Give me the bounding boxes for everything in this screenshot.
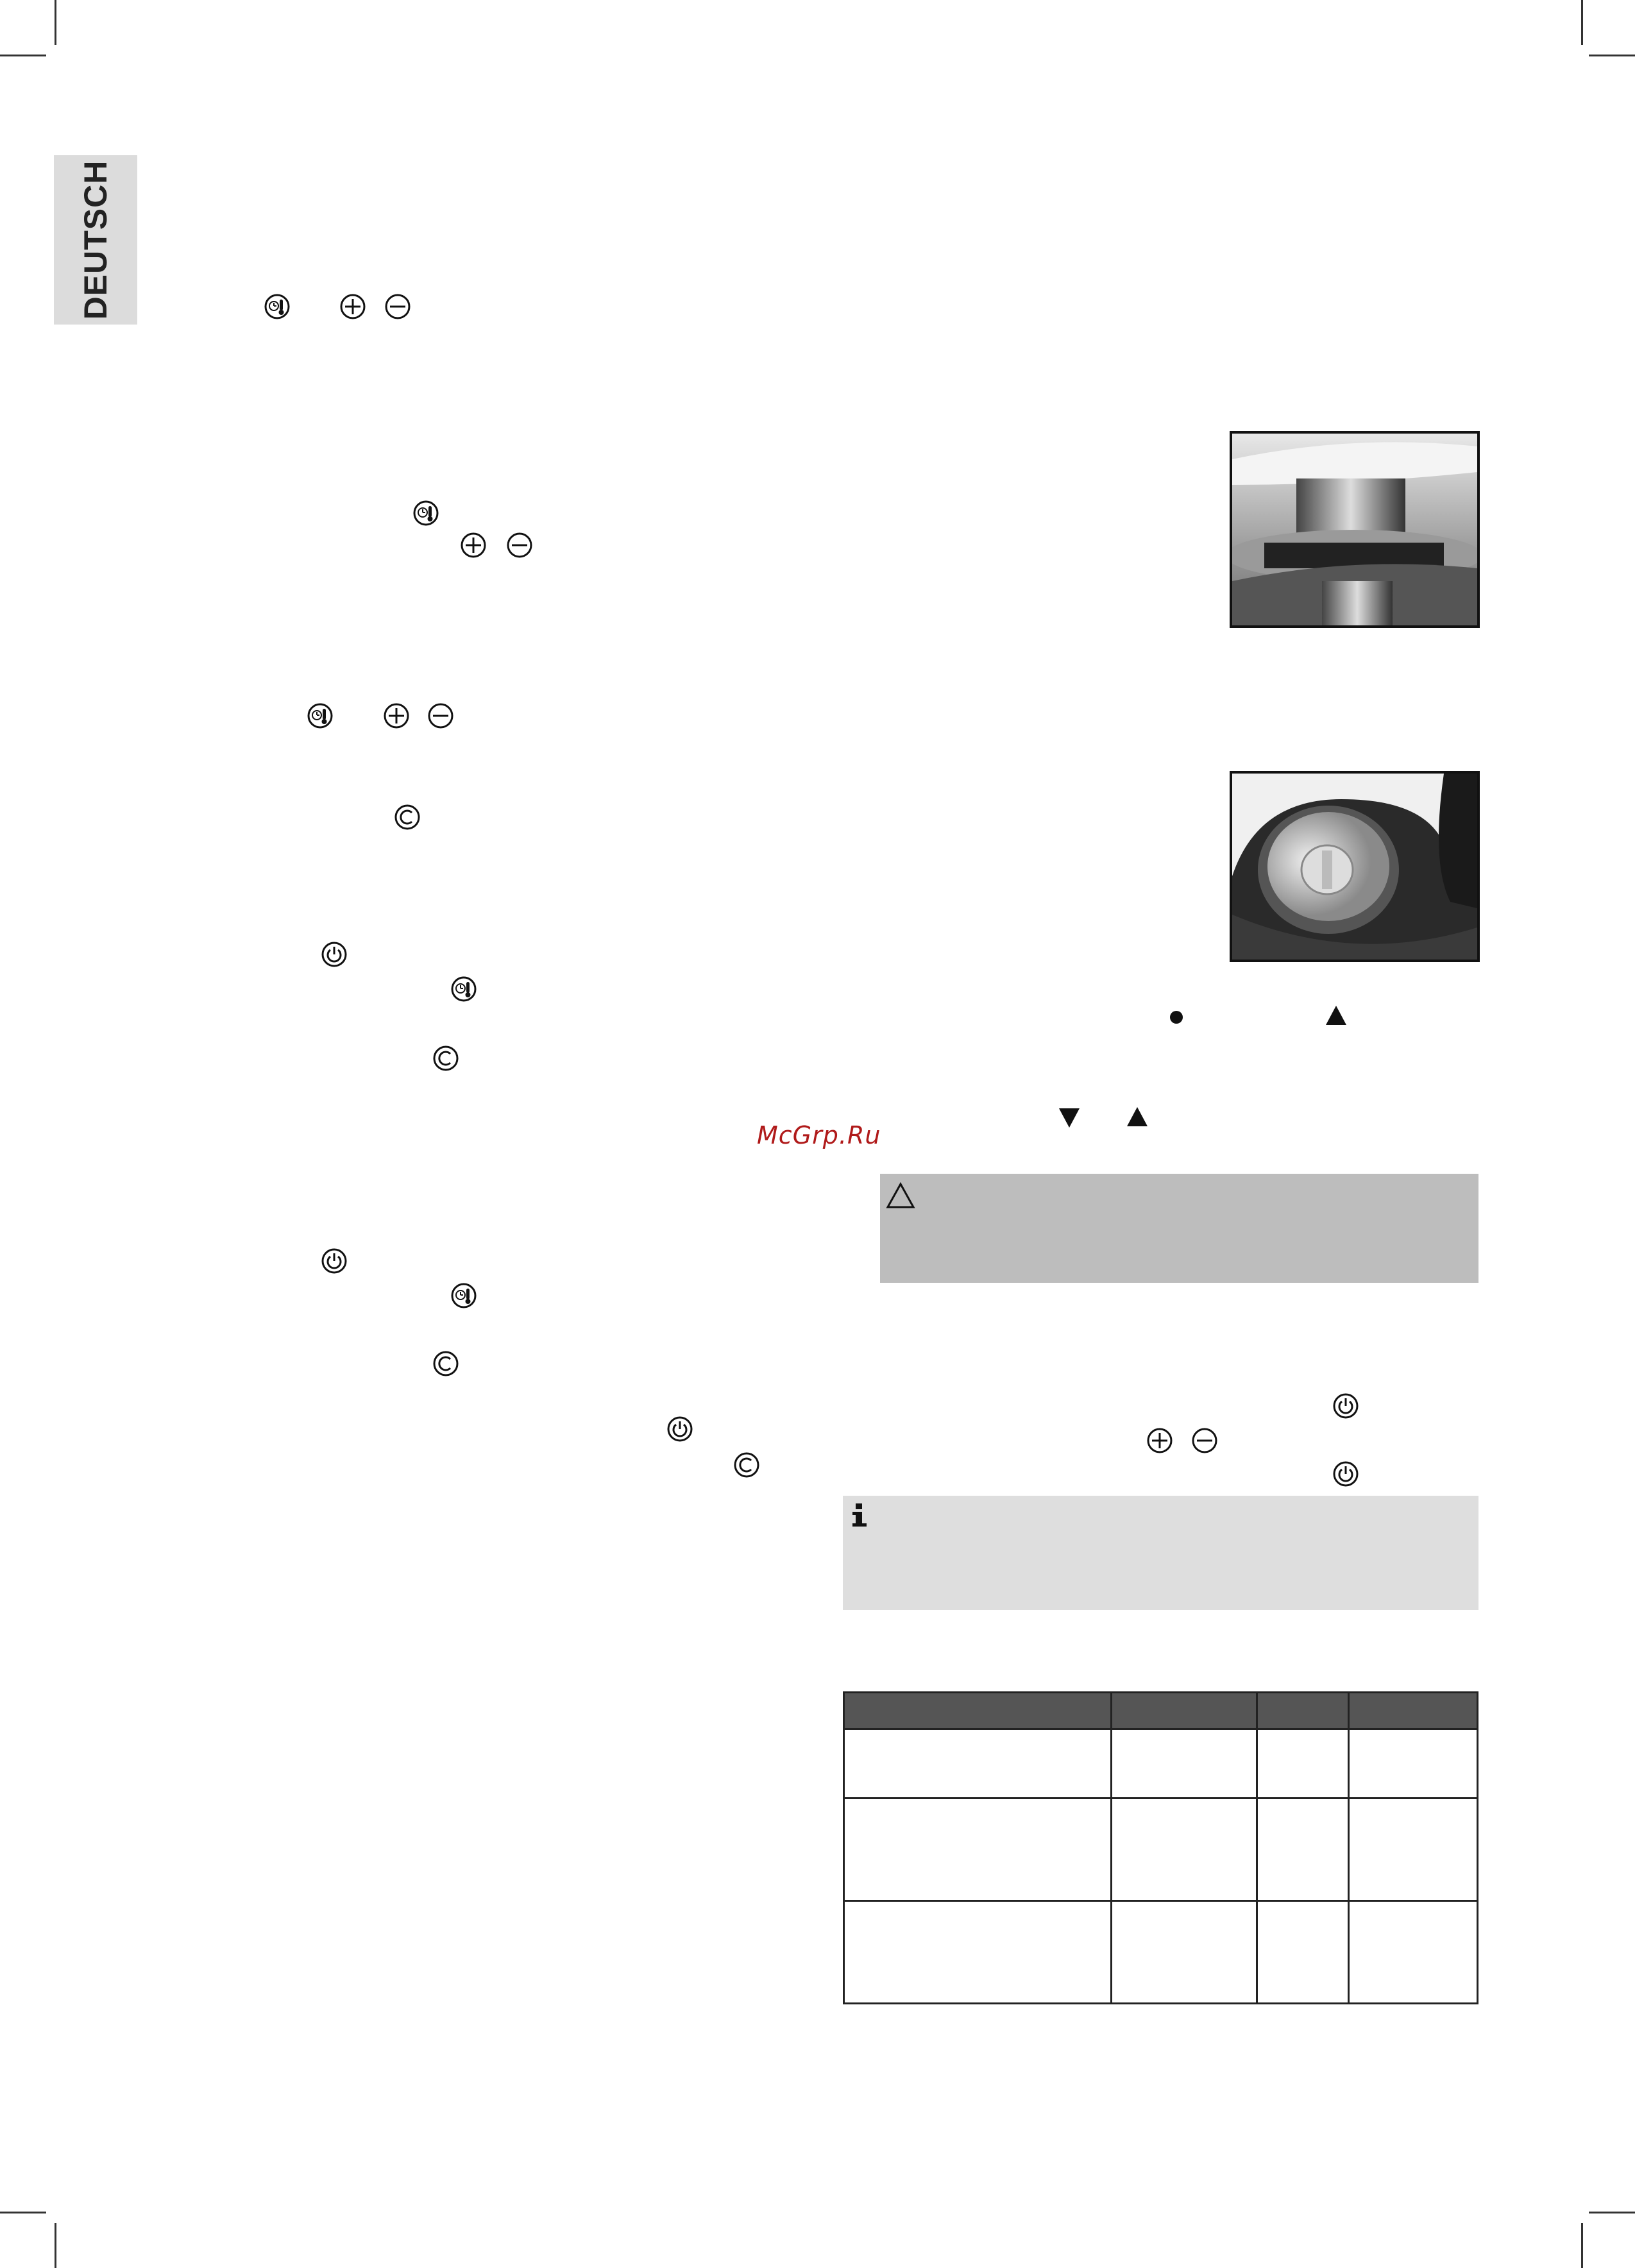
crop-mark <box>1581 2223 1583 2268</box>
table-header-row <box>844 1693 1478 1729</box>
power-icon <box>666 1415 694 1443</box>
warning-triangle-icon <box>885 1180 916 1211</box>
info-box <box>843 1496 1478 1610</box>
plus-circle-icon <box>382 702 411 730</box>
timer-temperature-icon <box>263 292 291 321</box>
photo-bowl-base <box>1230 771 1480 962</box>
crop-mark <box>0 55 46 56</box>
c-circle-icon <box>432 1044 460 1072</box>
table-cell <box>844 1798 1112 1901</box>
triangle-up-icon <box>1322 1002 1350 1030</box>
timer-temperature-icon <box>450 1282 478 1310</box>
table-cell <box>1257 1901 1349 2004</box>
timer-temperature-icon <box>412 499 440 527</box>
timer-temperature-icon <box>450 975 478 1003</box>
table-cell <box>1348 1729 1477 1798</box>
minus-circle-icon <box>1190 1426 1219 1455</box>
timer-temperature-icon <box>306 702 334 730</box>
table-header-cell <box>1348 1693 1477 1729</box>
info-icon <box>847 1501 872 1529</box>
table-cell <box>1257 1729 1349 1798</box>
table-row <box>844 1729 1478 1798</box>
power-icon <box>1332 1460 1360 1488</box>
language-tab-label: DEUTSCH <box>78 160 114 320</box>
crop-mark <box>1589 55 1635 56</box>
plus-circle-icon <box>339 292 367 321</box>
data-table <box>843 1691 1478 2004</box>
table-cell <box>1111 1729 1257 1798</box>
minus-circle-icon <box>427 702 455 730</box>
table-cell <box>1348 1901 1477 2004</box>
table-cell <box>1257 1798 1349 1901</box>
table-row <box>844 1798 1478 1901</box>
warning-box <box>880 1174 1478 1283</box>
table-cell <box>1111 1798 1257 1901</box>
plus-circle-icon <box>1146 1426 1174 1455</box>
c-circle-icon <box>733 1451 761 1479</box>
crop-mark <box>55 0 56 45</box>
crop-mark <box>0 2212 46 2213</box>
power-icon <box>320 940 348 969</box>
photo-mixer-drive <box>1230 431 1480 628</box>
crop-mark <box>1589 2212 1635 2213</box>
power-icon <box>1332 1392 1360 1420</box>
table-header-cell <box>1111 1693 1257 1729</box>
c-circle-icon <box>432 1350 460 1378</box>
table-header-cell <box>844 1693 1112 1729</box>
crop-mark <box>1581 0 1583 45</box>
plus-circle-icon <box>459 531 487 559</box>
language-tab <box>54 155 137 325</box>
minus-circle-icon <box>384 292 412 321</box>
filled-dot-icon <box>1162 1003 1190 1031</box>
power-icon <box>320 1247 348 1275</box>
c-circle-icon <box>393 803 421 831</box>
triangle-down-icon <box>1055 1103 1083 1131</box>
triangle-up-icon <box>1123 1103 1151 1131</box>
crop-mark <box>55 2223 56 2268</box>
table-row <box>844 1901 1478 2004</box>
watermark: McGrp.Ru <box>757 1121 881 1149</box>
minus-circle-icon <box>505 531 534 559</box>
table-cell <box>1111 1901 1257 2004</box>
table-cell <box>844 1729 1112 1798</box>
table-cell <box>844 1901 1112 2004</box>
table-cell <box>1348 1798 1477 1901</box>
table-header-cell <box>1257 1693 1349 1729</box>
